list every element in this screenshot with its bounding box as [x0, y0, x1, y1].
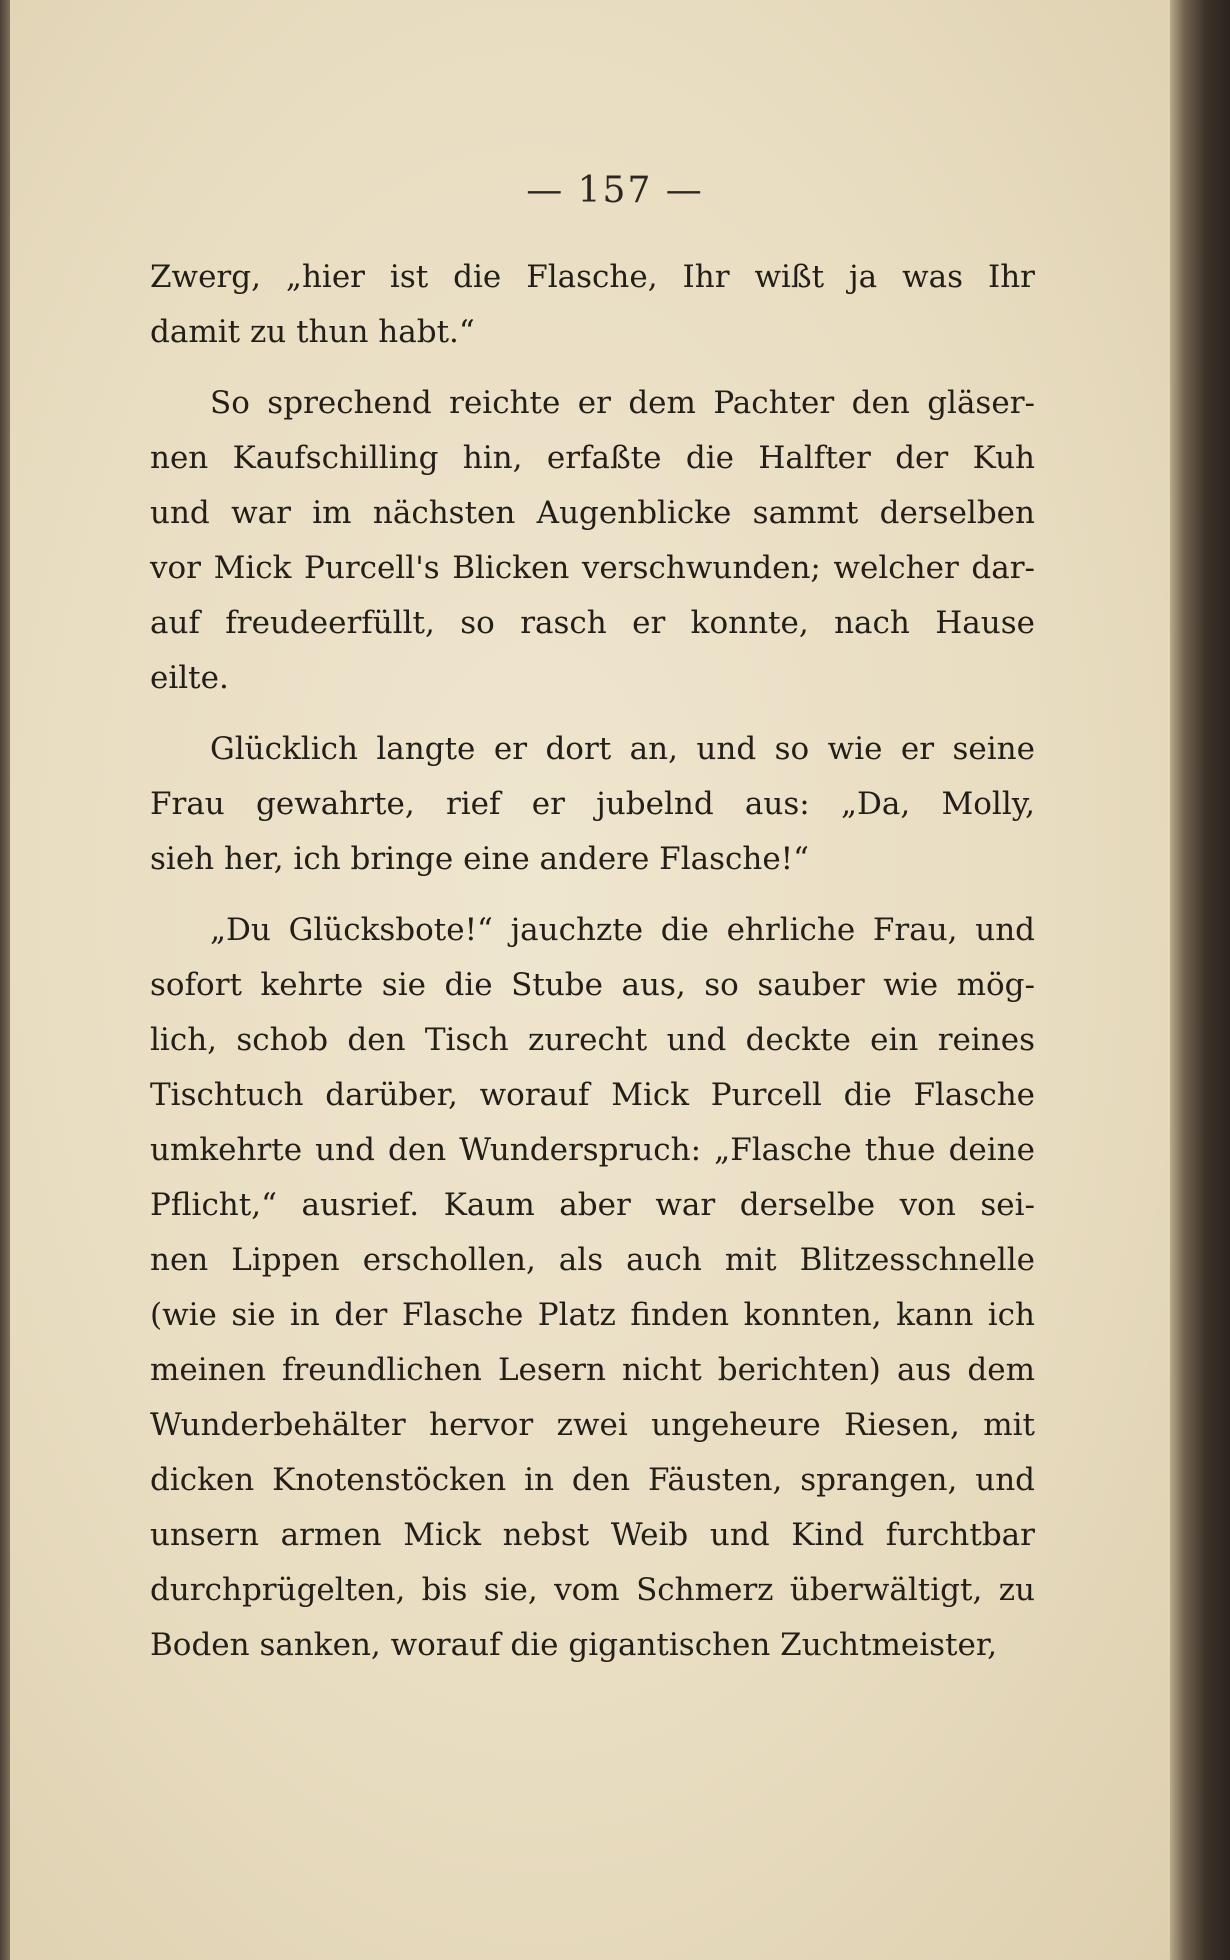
text-line: nen Lippen erschollen, als auch mit Blitzesschnelle [150, 1242, 1035, 1278]
paragraph [150, 903, 1035, 1673]
text-line: Boden sanken, worauf die gigantischen Zuchtmeister, [150, 1627, 998, 1663]
text-line: unsern armen Mick nebst Weib und Kind furchtbar [150, 1517, 1035, 1553]
text-line: lich, schob den Tisch zurecht und deckte ein reines [150, 1022, 1035, 1058]
text-line: Frau gewahrte, rief er jubelnd aus: „Da, Molly, [150, 786, 1035, 822]
text-line: nen Kaufschilling hin, erfaßte die Halfter der Kuh [150, 440, 1035, 476]
paragraph [150, 250, 1035, 360]
paragraph-gap [150, 887, 1035, 903]
book-binding-edge [1170, 0, 1230, 1960]
paragraph [150, 376, 1035, 706]
text-line: vor Mick Purcell's Blicken verschwunden; welcher dar- [150, 550, 1035, 586]
text-line: durchprügelten, bis sie, vom Schmerz überwältigt, zu [150, 1572, 1035, 1608]
text-line: umkehrte und den Wunderspruch: „Flasche thue deine [150, 1132, 1035, 1168]
text-line: „Du Glücksbote!“ jauchzte die ehrliche Frau, und [210, 912, 1035, 948]
text-line: Zwerg, „hier ist die Flasche, Ihr wißt ja was Ihr [150, 259, 1035, 295]
text-line: Wunderbehälter hervor zwei ungeheure Riesen, mit [150, 1407, 1035, 1443]
text-line: und war im nächsten Augenblicke sammt derselben [150, 495, 1035, 531]
text-line: sofort kehrte sie die Stube aus, so sauber wie mög- [150, 967, 1035, 1003]
text-line: auf freudeerfüllt, so rasch er konnte, nach Hause [150, 605, 1035, 641]
text-line: damit zu thun habt.“ [150, 314, 475, 350]
paragraph-gap [150, 360, 1035, 376]
text-line: Tischtuch darüber, worauf Mick Purcell die Flasche [150, 1077, 1035, 1113]
body-text [150, 250, 1035, 1673]
text-line: (wie sie in der Flasche Platz finden konnten, kann ich [150, 1297, 1035, 1333]
paragraph [150, 722, 1035, 887]
text-line: sieh her, ich bringe eine andere Flasche!“ [150, 841, 809, 877]
text-line: dicken Knotenstöcken in den Fäusten, sprangen, und [150, 1462, 1035, 1498]
paragraph-gap [150, 706, 1035, 722]
text-line: eilte. [150, 660, 229, 696]
page-number: — 157 — [526, 170, 704, 211]
text-line: meinen freundlichen Lesern nicht berichten) aus dem [150, 1352, 1035, 1388]
text-line: Pflicht,“ ausrief. Kaum aber war derselbe von sei- [150, 1187, 1035, 1223]
text-line: Glücklich langte er dort an, und so wie er seine [210, 731, 1035, 767]
text-line: So sprechend reichte er dem Pachter den gläser- [210, 385, 1035, 421]
